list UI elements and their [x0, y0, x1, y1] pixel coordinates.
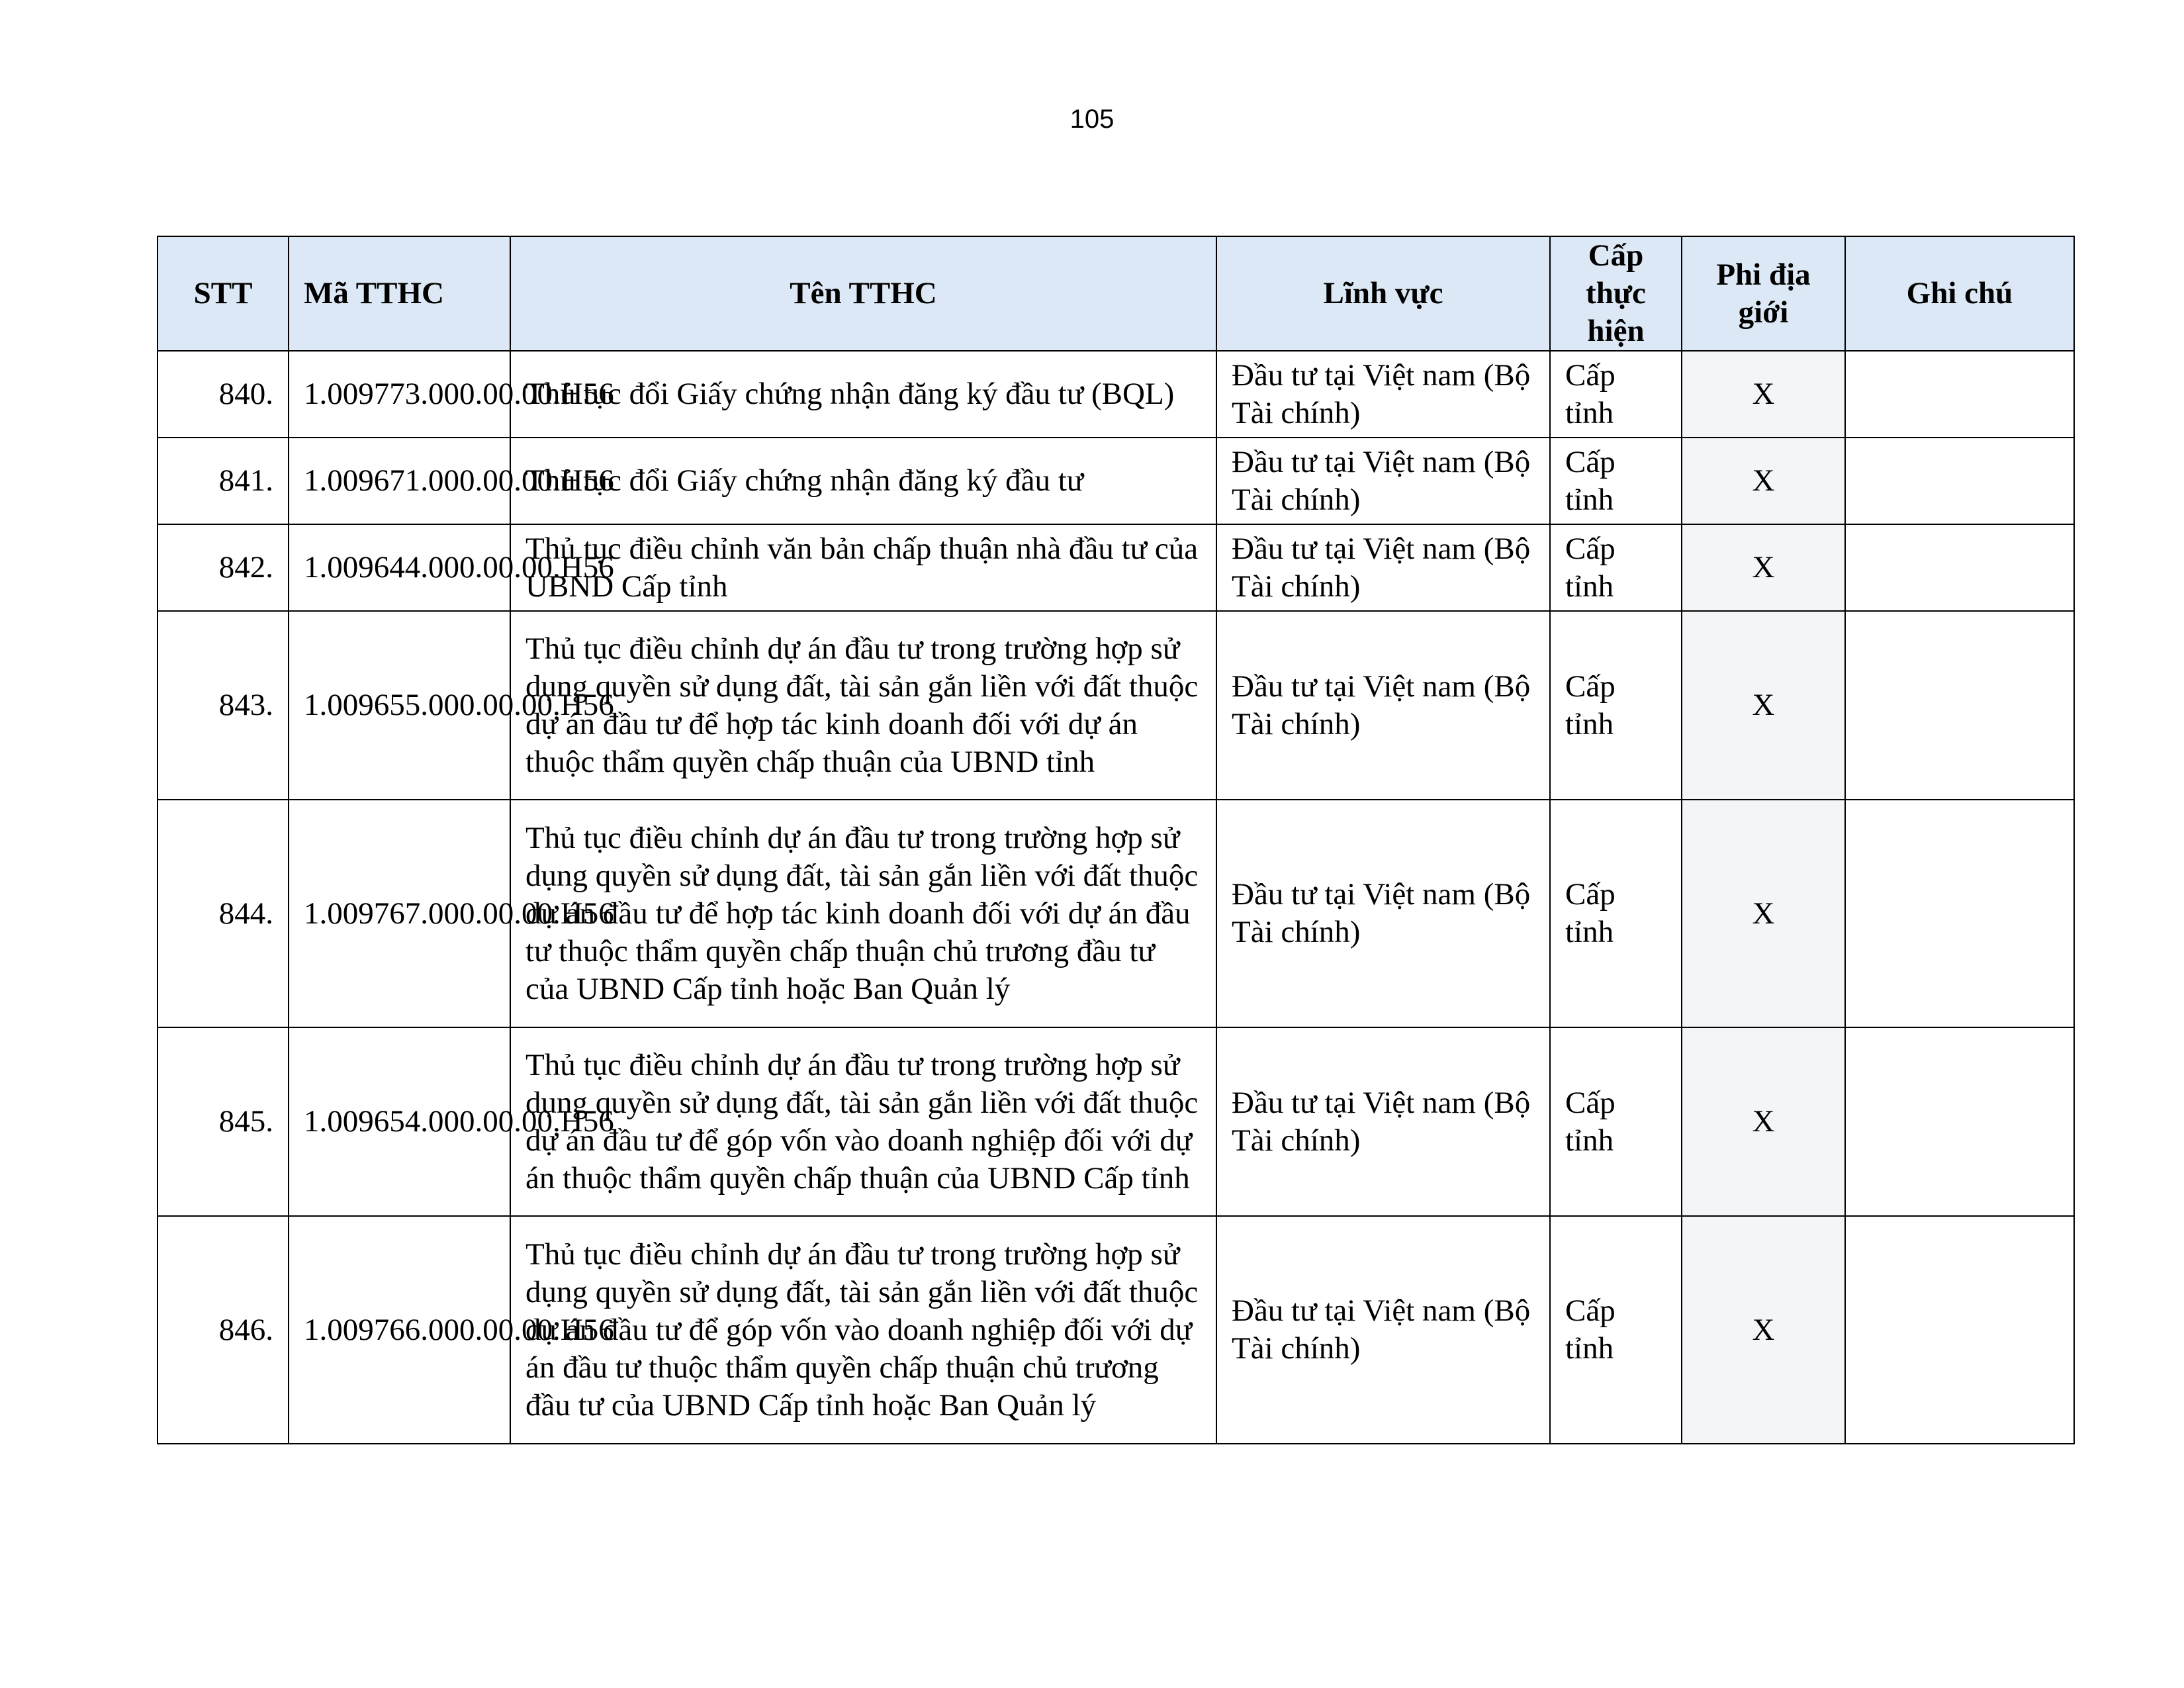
table-header-row	[158, 236, 2074, 351]
cell-name: Thủ tục đổi Giấy chứng nhận đăng ký đầu tư	[510, 438, 1216, 524]
cell-level: Cấp tỉnh	[1550, 1027, 1682, 1216]
table-row	[158, 800, 2074, 1027]
cell-stt: 842.	[158, 524, 289, 611]
cell-note	[1845, 611, 2074, 800]
cell-stt: 844.	[158, 800, 289, 1027]
cell-level: Cấp tỉnh	[1550, 800, 1682, 1027]
table-row	[158, 438, 2074, 524]
cell-level: Cấp tỉnh	[1550, 1216, 1682, 1444]
cell-code: 1.009773.000.00.00.H56	[289, 351, 510, 438]
cell-level: Cấp tỉnh	[1550, 438, 1682, 524]
cell-nonterritorial: X	[1682, 611, 1845, 800]
procedures-table	[157, 236, 2075, 1444]
cell-note	[1845, 351, 2074, 438]
cell-field: Đầu tư tại Việt nam (Bộ Tài chính)	[1216, 351, 1550, 438]
cell-level: Cấp tỉnh	[1550, 611, 1682, 800]
table-row	[158, 1216, 2074, 1444]
cell-stt: 843.	[158, 611, 289, 800]
cell-name: Thủ tục điều chỉnh dự án đầu tư trong trường hợp sử dụng quyền sử dụng đất, tài sản gắn liền với đất thuộc dự án đầu tư để hợp tác kinh doanh đối với dự án đầu tư thuộc thẩm quyền chấp thuận chủ trương đầu tư của UBND Cấp tỉnh hoặc Ban Quản lý	[510, 800, 1216, 1027]
cell-name: Thủ tục điều chỉnh dự án đầu tư trong trường hợp sử dụng quyền sử dụng đất, tài sản gắn liền với đất thuộc dự án đầu tư để góp vốn vào doanh nghiệp đối với dự án đầu tư thuộc thẩm quyền chấp thuận chủ trương đầu tư của UBND Cấp tỉnh hoặc Ban Quản lý	[510, 1216, 1216, 1444]
header-stt: STT	[158, 236, 289, 351]
cell-name: Thủ tục đổi Giấy chứng nhận đăng ký đầu tư (BQL)	[510, 351, 1216, 438]
cell-field: Đầu tư tại Việt nam (Bộ Tài chính)	[1216, 438, 1550, 524]
cell-nonterritorial: X	[1682, 1027, 1845, 1216]
cell-field: Đầu tư tại Việt nam (Bộ Tài chính)	[1216, 1027, 1550, 1216]
cell-note	[1845, 1027, 2074, 1216]
cell-nonterritorial: X	[1682, 800, 1845, 1027]
cell-code: 1.009671.000.00.00.H56	[289, 438, 510, 524]
header-level: Cấp thực hiện	[1550, 236, 1682, 351]
header-nonterritorial: Phi địa giới	[1682, 236, 1845, 351]
cell-stt: 840.	[158, 351, 289, 438]
cell-name: Thủ tục điều chỉnh dự án đầu tư trong trường hợp sử dụng quyền sử dụng đất, tài sản gắn liền với đất thuộc dự án đầu tư để hợp tác kinh doanh đối với dự án thuộc thẩm quyền chấp thuận của UBND tỉnh	[510, 611, 1216, 800]
cell-code: 1.009767.000.00.00.H56	[289, 800, 510, 1027]
cell-note	[1845, 1216, 2074, 1444]
cell-stt: 846.	[158, 1216, 289, 1444]
cell-nonterritorial: X	[1682, 1216, 1845, 1444]
cell-code: 1.009766.000.00.00.H56	[289, 1216, 510, 1444]
table-row	[158, 1027, 2074, 1216]
cell-field: Đầu tư tại Việt nam (Bộ Tài chính)	[1216, 800, 1550, 1027]
cell-nonterritorial: X	[1682, 438, 1845, 524]
header-note: Ghi chú	[1845, 236, 2074, 351]
cell-name: Thủ tục điều chỉnh dự án đầu tư trong trường hợp sử dụng quyền sử dụng đất, tài sản gắn liền với đất thuộc dự án đầu tư để góp vốn vào doanh nghiệp đối với dự án thuộc thẩm quyền chấp thuận của UBND Cấp tỉnh	[510, 1027, 1216, 1216]
cell-note	[1845, 800, 2074, 1027]
cell-level: Cấp tỉnh	[1550, 524, 1682, 611]
cell-code: 1.009654.000.00.00.H56	[289, 1027, 510, 1216]
table-row	[158, 611, 2074, 800]
cell-stt: 841.	[158, 438, 289, 524]
cell-nonterritorial: X	[1682, 524, 1845, 611]
cell-code: 1.009655.000.00.00.H56	[289, 611, 510, 800]
header-name: Tên TTHC	[510, 236, 1216, 351]
page-number: 105	[1069, 105, 1115, 134]
cell-field: Đầu tư tại Việt nam (Bộ Tài chính)	[1216, 524, 1550, 611]
cell-code: 1.009644.000.00.00.H56	[289, 524, 510, 611]
cell-level: Cấp tỉnh	[1550, 351, 1682, 438]
cell-note	[1845, 524, 2074, 611]
cell-stt: 845.	[158, 1027, 289, 1216]
cell-field: Đầu tư tại Việt nam (Bộ Tài chính)	[1216, 1216, 1550, 1444]
table-row	[158, 524, 2074, 611]
table-row	[158, 351, 2074, 438]
cell-name: Thủ tục điều chỉnh văn bản chấp thuận nhà đầu tư của UBND Cấp tỉnh	[510, 524, 1216, 611]
cell-note	[1845, 438, 2074, 524]
cell-nonterritorial: X	[1682, 351, 1845, 438]
header-code: Mã TTHC	[289, 236, 510, 351]
header-field: Lĩnh vực	[1216, 236, 1550, 351]
cell-field: Đầu tư tại Việt nam (Bộ Tài chính)	[1216, 611, 1550, 800]
